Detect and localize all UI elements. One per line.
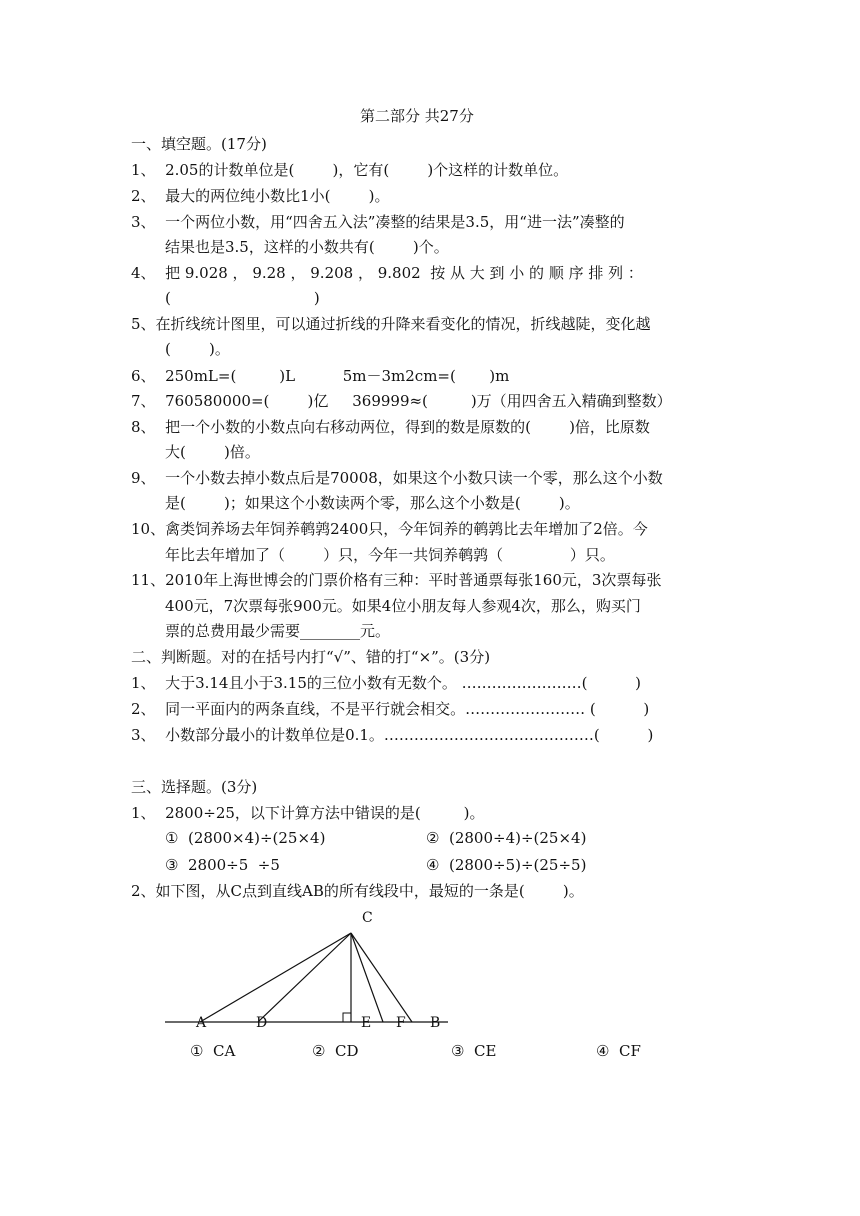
page-title: 第二部分 共27分 xyxy=(360,107,474,125)
segment-ca xyxy=(200,933,351,1022)
question-line: ( ) xyxy=(165,289,320,307)
question-line: 1、 2800÷25，以下计算方法中错误的是( )。 xyxy=(131,804,485,822)
question-line: 8、 把一个小数的小数点向右移动两位，得到的数是原数的( )倍，比原数 xyxy=(131,418,650,436)
question-line: 票的总费用最少需要________元。 xyxy=(165,622,391,640)
question-line: 3、 小数部分最小的计数单位是0.1。……………………………………( ) xyxy=(131,726,654,744)
question-line: 是( )；如果这个小数读两个零，那么这个小数是( )。 xyxy=(165,494,580,512)
answer-option-3: ③ CE xyxy=(451,1042,497,1060)
question-line: 1、 2.05的计数单位是( )，它有( )个这样的计数单位。 xyxy=(131,161,569,179)
question-line: 11、2010年上海世博会的门票价格有三种：平时普通票每张160元，3次票每张 xyxy=(131,571,662,589)
question-line: 4、 把 9.028 ， 9.28 ， 9.208 ， 9.802 按 从 大 到 小 的 顺 序 排 列 ： xyxy=(131,264,643,282)
question-line: 1、 大于3.14且小于3.15的三位小数有无数个。 ……………………( ) xyxy=(131,674,642,692)
segment-cd xyxy=(258,933,351,1022)
option-3: ③ 2800÷5 ÷5 xyxy=(165,856,280,874)
question-line: ( )。 xyxy=(165,340,230,358)
question-line: 结果也是3.5，这样的小数共有( )个。 xyxy=(165,238,449,256)
option-2: ② (2800÷4)÷(25×4) xyxy=(426,829,587,847)
label-c: C xyxy=(362,910,373,926)
question-line: 2、如下图，从C点到直线AB的所有线段中，最短的一条是( )。 xyxy=(131,882,584,900)
answer-option-4: ④ CF xyxy=(596,1042,641,1060)
right-angle-mark xyxy=(343,1013,351,1022)
question-line: 3、 一个两位小数，用“四舍五入法”凑整的结果是3.5，用“进一法”凑整的 xyxy=(131,213,625,231)
section3-heading: 三、选择题。(3分) xyxy=(131,778,258,796)
section1-heading: 一、填空题。(17分) xyxy=(131,135,267,153)
question-line: 6、 250mL=( )L 5m－3m2cm=( )m xyxy=(131,367,510,385)
label-e: E xyxy=(361,1015,372,1031)
question-line: 5、在折线统计图里，可以通过折线的升降来看变化的情况，折线越陡，变化越 xyxy=(131,315,651,333)
label-d: D xyxy=(256,1015,268,1031)
label-f: F xyxy=(396,1015,406,1031)
question-line: 大( )倍。 xyxy=(165,443,260,461)
question-line: 10、禽类饲养场去年饲养鹌鹑2400只，今年饲养的鹌鹑比去年增加了2倍。今 xyxy=(131,520,648,538)
question-line: 年比去年增加了（ ）只，今年一共饲养鹌鹑（ ）只。 xyxy=(165,546,615,564)
option-1: ① (2800×4)÷(25×4) xyxy=(165,829,326,847)
segment-cf xyxy=(351,933,412,1022)
label-a: A xyxy=(196,1015,207,1031)
label-b: B xyxy=(430,1015,441,1031)
question-line: 2、 同一平面内的两条直线，不是平行就会相交。…………………… ( ) xyxy=(131,700,650,718)
question-line: 400元，7次票每张900元。如果4位小朋友每人参观4次，那么，购买门 xyxy=(165,597,641,615)
answer-option-1: ① CA xyxy=(190,1042,236,1060)
question-line: 2、 最大的两位纯小数比1小( )。 xyxy=(131,187,390,205)
segment-ce xyxy=(351,933,383,1022)
geometry-diagram xyxy=(150,905,470,1040)
option-4: ④ (2800÷5)÷(25÷5) xyxy=(426,856,587,874)
question-line: 9、 一个小数去掉小数点后是70008，如果这个小数只读一个零，那么这个小数 xyxy=(131,469,663,487)
section2-heading: 二、判断题。对的在括号内打“√”、错的打“×”。(3分) xyxy=(131,648,491,666)
answer-option-2: ② CD xyxy=(312,1042,359,1060)
question-line: 7、 760580000=( )亿 369999≈( )万（用四舍五入精确到整数） xyxy=(131,392,672,410)
